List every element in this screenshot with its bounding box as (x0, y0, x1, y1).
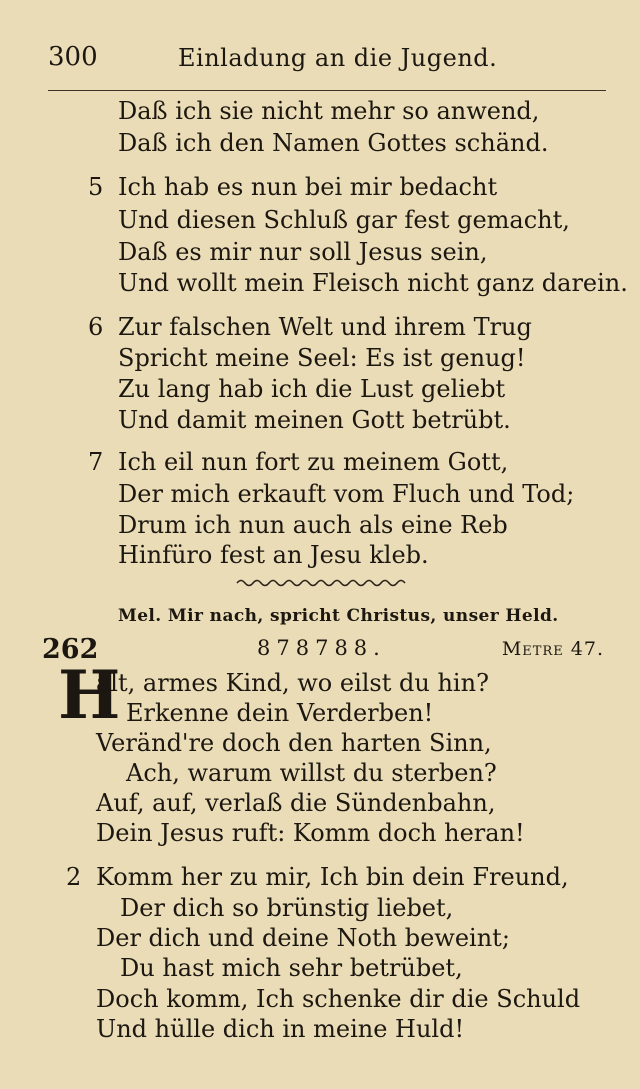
verse-line: Ach, warum willst du sterben? (126, 759, 497, 787)
hymn-metre: Metre 47. (501, 638, 604, 660)
verse-number: 5 (88, 173, 104, 201)
verse-line: Der mich erkauft vom Fluch und Tod; (118, 480, 575, 508)
verse-line: Komm her zu mir, Ich bin dein Freund, (96, 863, 569, 891)
verse-line: Zur falschen Welt und ihrem Trug (118, 313, 532, 341)
verse-line: Daß es mir nur soll Jesus sein, (118, 238, 488, 266)
verse-line: Veränd're doch den harten Sinn, (96, 729, 492, 757)
verse-line: Spricht meine Seel: Es ist genug! (118, 344, 526, 372)
verse-number: 6 (88, 313, 104, 341)
hymn-heading (42, 634, 612, 668)
verse-line: Und diesen Schluß gar fest gemacht, (118, 206, 570, 234)
drop-cap: H (58, 656, 121, 734)
verse-line: Drum ich nun auch als eine Reb (118, 511, 508, 539)
verse-line: Auf, auf, verlaß die Sündenbahn, (96, 789, 496, 817)
verse-line: Daß ich sie nicht mehr so anwend, (118, 97, 540, 125)
verse-line: Ich hab es nun bei mir bedacht (118, 173, 498, 201)
header-rule (48, 90, 606, 91)
verse-line: Und wollt mein Fleisch nicht ganz darein. (118, 269, 628, 297)
ornament-divider (235, 576, 410, 590)
verse-line: Ich eil nun fort zu meinem Gott, (118, 448, 509, 476)
verse-line: Zu lang hab ich die Lust geliebt (118, 375, 506, 403)
verse-line: Doch komm, Ich schenke dir die Schuld (96, 985, 581, 1013)
page-number: 300 (48, 42, 98, 72)
running-title: Einladung an die Jugend. (178, 44, 498, 72)
verse-line: Daß ich den Namen Gottes schänd. (118, 129, 549, 157)
verse-line: Du hast mich sehr betrübet, (120, 954, 463, 982)
verse-line: Erkenne dein Verderben! (126, 699, 434, 727)
hymn-number: 262 (42, 634, 99, 665)
verse-line: Der dich und deine Noth beweint; (96, 924, 510, 952)
verse-number: 2 (66, 863, 82, 891)
verse-number: 7 (88, 448, 104, 476)
verse-line: Und damit meinen Gott betrübt. (118, 406, 511, 434)
verse-line: alt, armes Kind, wo eilst du hin? (96, 669, 489, 697)
verse-line: Dein Jesus ruft: Komm doch heran! (96, 819, 525, 847)
page-header (48, 38, 608, 78)
hymn-meter: 878788. (257, 636, 386, 660)
verse-line: Der dich so brünstig liebet, (120, 894, 454, 922)
melody-note: Mel. Mir nach, spricht Christus, unser Held. (118, 606, 559, 626)
verse-line: Und hülle dich in meine Huld! (96, 1015, 465, 1043)
verse-line: Hinfüro fest an Jesu kleb. (118, 541, 429, 569)
